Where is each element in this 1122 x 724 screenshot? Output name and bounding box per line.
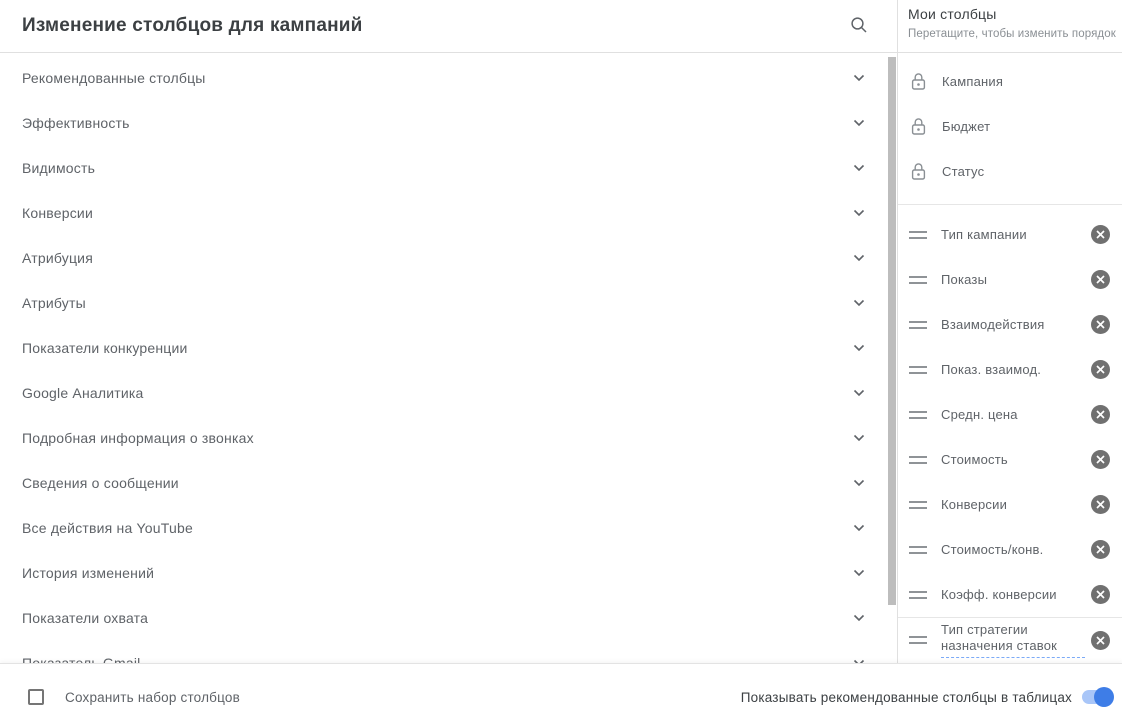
dialog-header — [0, 0, 897, 53]
chevron-down-icon — [853, 249, 865, 267]
my-columns-title: Мои столбцы — [908, 6, 997, 22]
draggable-column-label: Тип кампании — [941, 226, 1027, 242]
draggable-column-label: Коэфф. конверсии — [941, 586, 1057, 602]
locked-column-row — [898, 149, 1122, 194]
chevron-down-icon — [853, 339, 865, 357]
remove-column-button[interactable] — [1091, 495, 1110, 514]
close-icon — [1096, 317, 1105, 332]
category-label: История изменений — [22, 564, 155, 581]
drag-handle-icon[interactable] — [909, 542, 927, 558]
drag-handle-icon[interactable] — [909, 587, 927, 603]
draggable-column-label: Взаимодействия — [941, 316, 1045, 332]
draggable-column-row[interactable] — [898, 212, 1122, 257]
draggable-column-row[interactable] — [898, 302, 1122, 347]
category-row[interactable] — [0, 550, 897, 595]
remove-column-button[interactable] — [1091, 585, 1110, 604]
remove-column-button[interactable] — [1091, 631, 1110, 650]
chevron-down-icon — [853, 159, 865, 177]
chevron-down-icon — [853, 564, 865, 582]
category-row[interactable] — [0, 235, 897, 280]
category-row[interactable] — [0, 280, 897, 325]
category-label: Google Аналитика — [22, 384, 144, 401]
draggable-column-row[interactable] — [898, 617, 1122, 662]
scrollbar-thumb[interactable] — [888, 57, 896, 605]
chevron-down-icon — [853, 384, 865, 402]
remove-column-button[interactable] — [1091, 405, 1110, 424]
close-icon — [1096, 272, 1105, 287]
recommended-columns-toggle[interactable] — [1082, 687, 1114, 707]
category-row[interactable] — [0, 370, 897, 415]
remove-column-button[interactable] — [1091, 270, 1110, 289]
draggable-column-label: Показы — [941, 271, 988, 287]
draggable-column-label: Средн. цена — [941, 406, 1018, 422]
draggable-column-label: Конверсии — [941, 496, 1008, 512]
chevron-down-icon — [853, 114, 865, 132]
draggable-column-label: Показ. взаимод. — [941, 361, 1042, 377]
category-label: Подробная информация о звонках — [22, 429, 254, 446]
close-icon — [1096, 497, 1105, 512]
draggable-column-row[interactable] — [898, 392, 1122, 437]
category-row[interactable] — [0, 145, 897, 190]
category-label: Все действия на YouTube — [22, 519, 193, 536]
draggable-column-label: Стоимость/конв. — [941, 541, 1044, 557]
category-label: Показатели охвата — [22, 609, 149, 626]
drag-handle-icon[interactable] — [909, 362, 927, 378]
locked-column-row — [898, 104, 1122, 149]
chevron-down-icon — [853, 69, 865, 87]
draggable-column-label: Стоимость — [941, 451, 1008, 467]
category-row[interactable] — [0, 460, 897, 505]
drag-handle-icon[interactable] — [909, 497, 927, 513]
my-columns-panel — [898, 0, 1122, 663]
chevron-down-icon — [853, 429, 865, 447]
category-label: Конверсии — [22, 204, 93, 221]
category-label: Показатели конкуренции — [22, 339, 188, 356]
draggable-column-row[interactable] — [898, 437, 1122, 482]
close-icon — [1096, 633, 1105, 648]
category-label: Эффективность — [22, 114, 130, 131]
save-columns-label: Сохранить набор столбцов — [65, 689, 240, 705]
locked-column-row — [898, 59, 1122, 104]
remove-column-button[interactable] — [1091, 360, 1110, 379]
remove-column-button[interactable] — [1091, 225, 1110, 244]
close-icon — [1096, 542, 1105, 557]
close-icon — [1096, 227, 1105, 242]
dialog-footer — [0, 663, 1122, 724]
locked-column-label: Кампания — [942, 74, 1004, 89]
my-columns-header — [898, 0, 1122, 53]
category-row[interactable] — [0, 55, 897, 100]
category-label: Рекомендованные столбцы — [22, 69, 206, 86]
search-button[interactable] — [847, 14, 871, 38]
category-label: Атрибуция — [22, 249, 93, 266]
category-row[interactable] — [0, 415, 897, 460]
drag-handle-icon[interactable] — [909, 407, 927, 423]
chevron-down-icon — [853, 609, 865, 627]
save-column-set — [28, 689, 240, 705]
save-columns-checkbox[interactable] — [28, 689, 44, 705]
close-icon — [1096, 452, 1105, 467]
remove-column-button[interactable] — [1091, 540, 1110, 559]
category-row[interactable] — [0, 325, 897, 370]
remove-column-button[interactable] — [1091, 315, 1110, 334]
category-row[interactable] — [0, 505, 897, 550]
toggle-label: Показывать рекомендованные столбцы в таблицах — [740, 689, 1072, 705]
close-icon — [1096, 362, 1105, 377]
locked-column-label: Бюджет — [942, 119, 991, 134]
drag-handle-icon[interactable] — [909, 317, 927, 333]
category-row[interactable] — [0, 190, 897, 235]
category-row[interactable] — [0, 595, 897, 640]
toggle-knob — [1094, 687, 1114, 707]
chevron-down-icon — [853, 294, 865, 312]
category-label: Атрибуты — [22, 294, 86, 311]
drag-handle-icon[interactable] — [909, 632, 927, 648]
close-icon — [1096, 407, 1105, 422]
lock-icon — [909, 162, 927, 181]
chevron-down-icon — [853, 474, 865, 492]
drag-handle-icon[interactable] — [909, 272, 927, 288]
category-label: Сведения о сообщении — [22, 474, 179, 491]
draggable-columns-list — [898, 205, 1122, 662]
close-icon — [1096, 587, 1105, 602]
draggable-column-row[interactable] — [898, 482, 1122, 527]
draggable-column-row[interactable] — [898, 257, 1122, 302]
chevron-down-icon — [853, 204, 865, 222]
drag-handle-icon[interactable] — [909, 452, 927, 468]
drag-handle-icon[interactable] — [909, 227, 927, 243]
lock-icon — [909, 117, 927, 136]
draggable-column-row[interactable] — [898, 347, 1122, 392]
category-row[interactable] — [0, 100, 897, 145]
search-icon — [849, 15, 869, 38]
locked-column-label: Статус — [942, 164, 985, 179]
draggable-column-row[interactable] — [898, 572, 1122, 617]
category-label: Видимость — [22, 159, 96, 176]
remove-column-button[interactable] — [1091, 450, 1110, 469]
lock-icon — [909, 72, 927, 91]
draggable-column-row[interactable] — [898, 527, 1122, 572]
chevron-down-icon — [853, 519, 865, 537]
draggable-column-label: Тип стратегии назначения ставок — [941, 622, 1085, 658]
category-list — [0, 53, 897, 685]
page-title: Изменение столбцов для кампаний — [22, 15, 363, 36]
my-columns-subtitle: Перетащите, чтобы изменить порядок — [908, 28, 1116, 40]
recommended-columns-setting — [741, 687, 1114, 707]
locked-columns-list — [898, 53, 1122, 204]
